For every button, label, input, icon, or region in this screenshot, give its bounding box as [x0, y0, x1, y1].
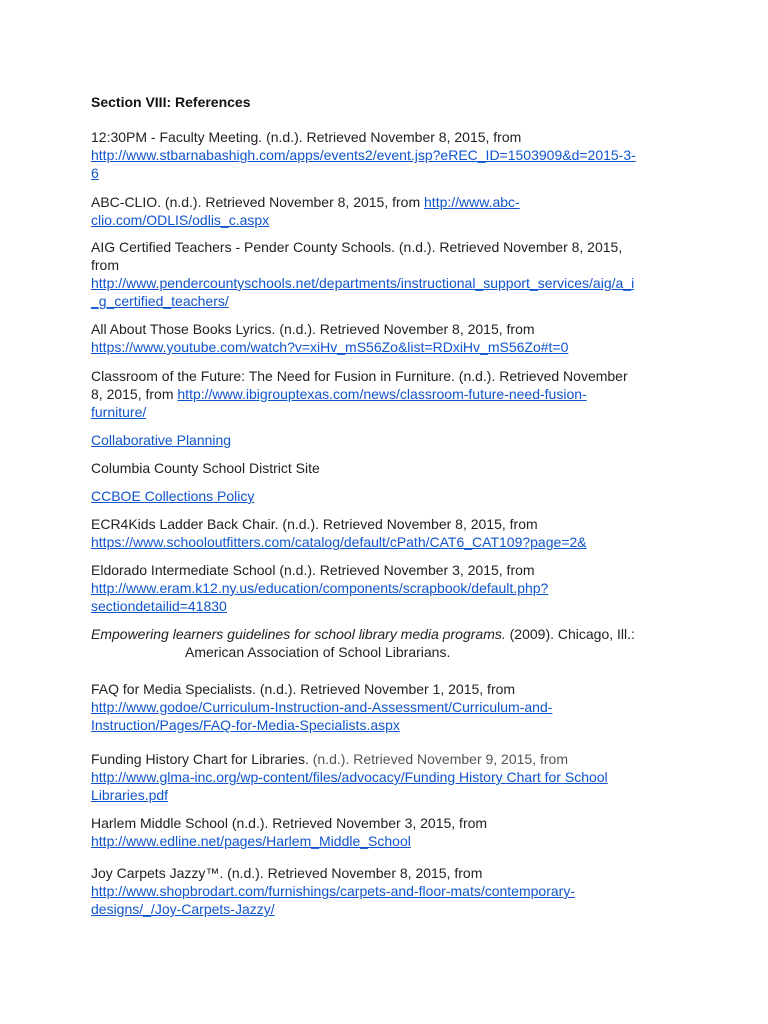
reference-entry	[91, 238, 691, 310]
reference-entry	[91, 128, 691, 182]
reference-entry	[91, 459, 691, 477]
reference-entry	[91, 561, 691, 615]
reference-link[interactable]: http://www.ibigrouptexas.com/news/classroom-future-need-fusion-	[177, 386, 587, 402]
reference-text: Classroom of the Future: The Need for Fusion in Furniture. (n.d.). Retrieved November	[91, 368, 628, 384]
reference-text: ABC-CLIO. (n.d.). Retrieved November 8, 2015, from	[91, 194, 425, 210]
reference-link[interactable]: http://www.glma-inc.org/wp-content/files/advocacy/Funding History Chart for School	[91, 769, 608, 785]
reference-link[interactable]: https://www.youtube.com/watch?v=xiHv_mS56Zo&list=RDxiHv_mS56Zo#t=0	[91, 339, 569, 355]
reference-entry	[91, 750, 691, 804]
reference-entry	[91, 193, 691, 229]
reference-text-continued: from	[91, 257, 119, 273]
reference-text: AIG Certified Teachers - Pender County Schools. (n.d.). Retrieved November 8, 2015,	[91, 239, 623, 255]
reference-text: (2009). Chicago, Ill.:	[505, 626, 635, 642]
reference-text: ECR4Kids Ladder Back Chair. (n.d.). Retrieved November 8, 2015, from	[91, 516, 538, 532]
reference-link[interactable]: https://www.schooloutfitters.com/catalog/default/cPath/CAT6_CAT109?page=2&	[91, 534, 587, 550]
reference-text: All About Those Books Lyrics. (n.d.). Retrieved November 8, 2015, from	[91, 321, 535, 337]
reference-link[interactable]: http://www.abc-	[424, 194, 520, 210]
reference-link-continued[interactable]: 6	[91, 165, 99, 181]
reference-link[interactable]: http://www.edline.net/pages/Harlem_Middle_School	[91, 833, 411, 849]
collections-policy-link[interactable]: CCBOE Collections Policy	[91, 488, 255, 504]
reference-link[interactable]: http://www.eram.k12.ny.us/education/components/scrapbook/default.php?	[91, 580, 549, 596]
reference-link[interactable]: http://www.stbarnabashigh.com/apps/events2/event.jsp?eREC_ID=1503909&d=2015-3-	[91, 147, 636, 163]
reference-entry	[91, 320, 691, 356]
reference-entry	[91, 367, 691, 421]
reference-entry	[91, 625, 691, 661]
section-heading: Section VIII: References	[91, 94, 251, 110]
reference-text: Eldorado Intermediate School (n.d.). Retrieved November 3, 2015, from	[91, 562, 535, 578]
reference-text: Columbia County School District Site	[91, 460, 320, 476]
reference-link[interactable]: http://www.pendercountyschools.net/departments/instructional_support_services/aig/a_i	[91, 275, 635, 291]
reference-link-continued[interactable]: furniture/	[91, 404, 147, 420]
reference-link[interactable]: http://www.godoe/Curriculum-Instruction-and-Assessment/Curriculum-and-	[91, 699, 553, 715]
reference-link-continued[interactable]: sectiondetailid=41830	[91, 598, 227, 614]
reference-text-continued: 8, 2015, from	[91, 386, 178, 402]
reference-link-continued[interactable]: clio.com/ODLIS/odlis_c.aspx	[91, 212, 270, 228]
collaborative-planning-link[interactable]: Collaborative Planning	[91, 432, 232, 448]
reference-text: Funding History Chart for Libraries.	[91, 751, 313, 767]
reference-text-gray: (n.d.). Retrieved November 9, 2015, from	[312, 751, 568, 767]
reference-entry	[91, 680, 691, 734]
reference-entry	[91, 487, 691, 505]
reference-link-continued[interactable]: Instruction/Pages/FAQ-for-Media-Specialists.aspx	[91, 717, 400, 733]
reference-entry	[91, 515, 691, 551]
reference-title-italic: Empowering learners guidelines for school library media programs.	[91, 626, 506, 642]
reference-link[interactable]: http://www.shopbrodart.com/furnishings/carpets-and-floor-mats/contemporary-	[91, 883, 575, 899]
reference-text: Joy Carpets Jazzy™. (n.d.). Retrieved November 8, 2015, from	[91, 865, 483, 881]
reference-link-continued[interactable]: _g_certified_teachers/	[91, 293, 229, 309]
reference-text: Harlem Middle School (n.d.). Retrieved November 3, 2015, from	[91, 815, 488, 831]
reference-text: 12:30PM - Faculty Meeting. (n.d.). Retrieved November 8, 2015, from	[91, 129, 522, 145]
reference-text: FAQ for Media Specialists. (n.d.). Retrieved November 1, 2015, from	[91, 681, 516, 697]
reference-link-continued[interactable]: designs/_/Joy-Carpets-Jazzy/	[91, 901, 275, 917]
reference-entry	[91, 864, 691, 918]
reference-link-continued[interactable]: Libraries.pdf	[91, 787, 169, 803]
reference-entry	[91, 814, 691, 850]
reference-entry	[91, 431, 691, 449]
reference-text-continued: American Association of School Librarians.	[185, 644, 451, 660]
